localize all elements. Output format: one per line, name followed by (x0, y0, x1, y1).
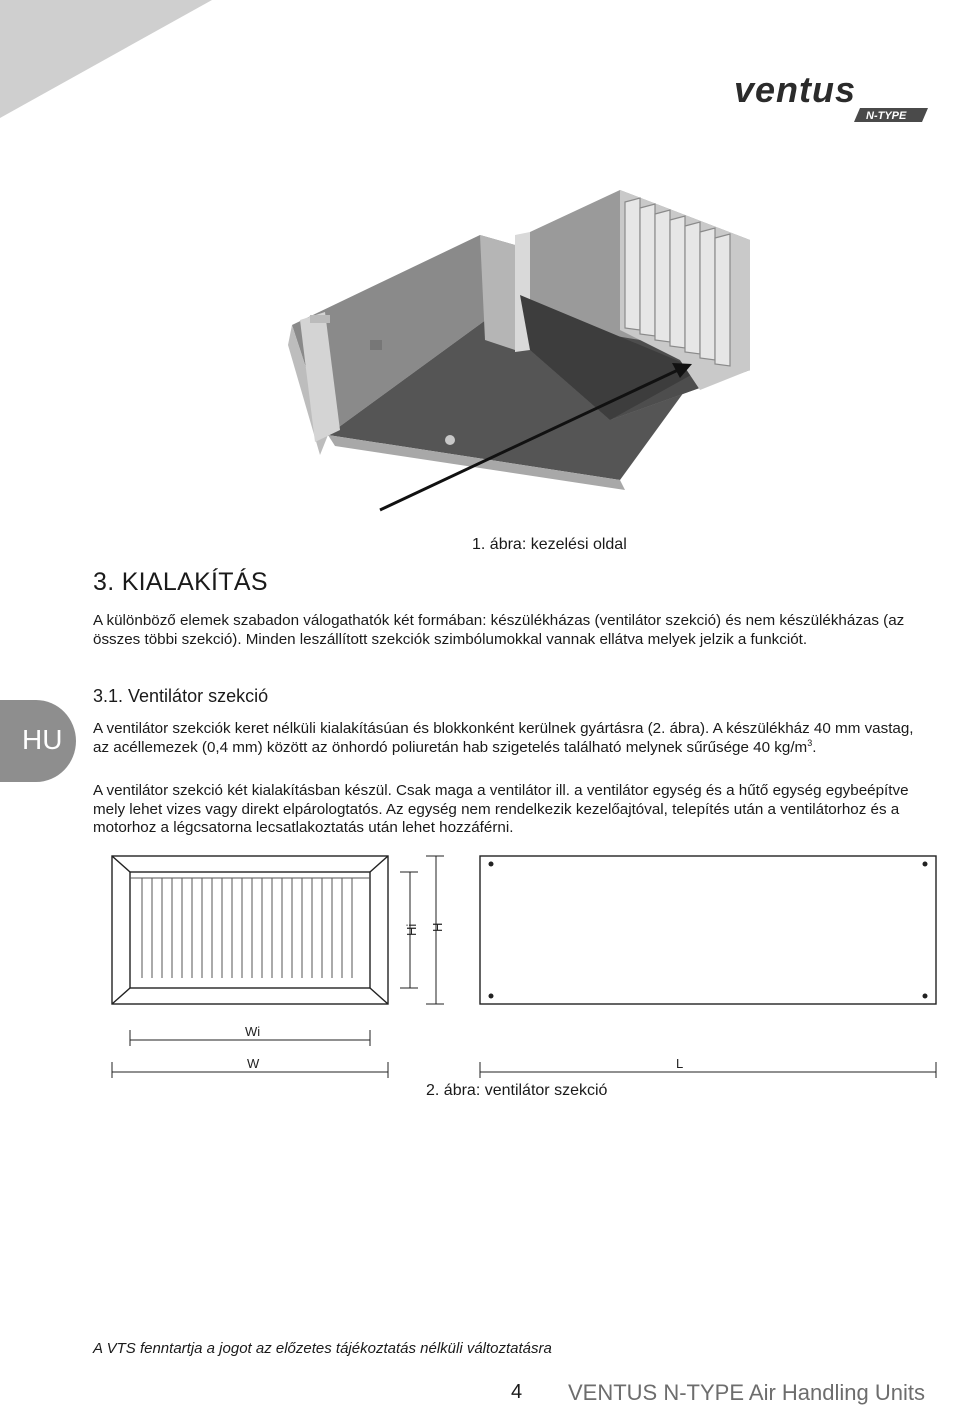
dim-label-hi: Hi (404, 923, 419, 936)
dim-label-w: W (247, 1056, 260, 1071)
fan-section-technical-drawing (100, 850, 950, 1085)
dim-label-l: L (676, 1056, 684, 1071)
footer-document-title: VENTUS N-TYPE Air Handling Units (568, 1380, 925, 1405)
intro-paragraph: A különböző elemek szabadon válogathatók két formában: készülékházas (ventilátor szekció) és nem készülékházas (az összes többi szekció). Minden leszállított szekciók szimbólumokkal vannak ellátva melyek jelzik a funkciót. (93, 612, 905, 648)
subsection-heading: 3.1. Ventilátor szekció (93, 686, 269, 706)
footer-disclaimer: A VTS fenntartja a jogot az előzetes tájékoztatás nélküli változtatásra (93, 1340, 552, 1357)
logo-subtext: N-TYPE (866, 110, 907, 122)
fan-section-paragraph-1 (93, 720, 933, 757)
fan-section-paragraph-2: A ventilátor szekció két kialakításban készül. Csak maga a ventilátor ill. a ventilátor egység és a hűtő egység egybeépítve mely lehet vizes vagy direkt elpárologtatós. Az egység nem rendelkezik kezelőajtóval, telepítés után a ventilátorhoz és a motorhoz a légcsatorna lecsatlakoztatás után lehet hozzáférni. (93, 782, 909, 836)
para1-end: . (812, 738, 817, 756)
section-heading: 3. KIALAKÍTÁS (93, 568, 268, 596)
dim-label-wi: Wi (245, 1024, 261, 1039)
ventus-logo (732, 70, 937, 128)
page-number: 4 (511, 1381, 523, 1403)
corner-decoration (0, 0, 212, 118)
figure2-caption: 2. ábra: ventilátor szekció (426, 1082, 608, 1099)
para1-text: A ventilátor szekciók keret nélküli kialakításúan és blokkonként kerülnek gyártásra (2. ábra). A készülékház 40 mm vastag, az acéllemezek (0,4 mm) között az önhordó poliuretán hab szigetelés található melynek sűrűsége 40 kg/m (93, 720, 914, 756)
para1-superscript: 3 (807, 737, 813, 748)
figure1-caption: 1. ábra: kezelési oldal (472, 536, 627, 553)
logo-text: ventus (734, 70, 857, 110)
dim-label-h: H (430, 922, 445, 932)
unit-3d-illustration (280, 180, 770, 520)
language-tab-label: HU (22, 724, 63, 755)
